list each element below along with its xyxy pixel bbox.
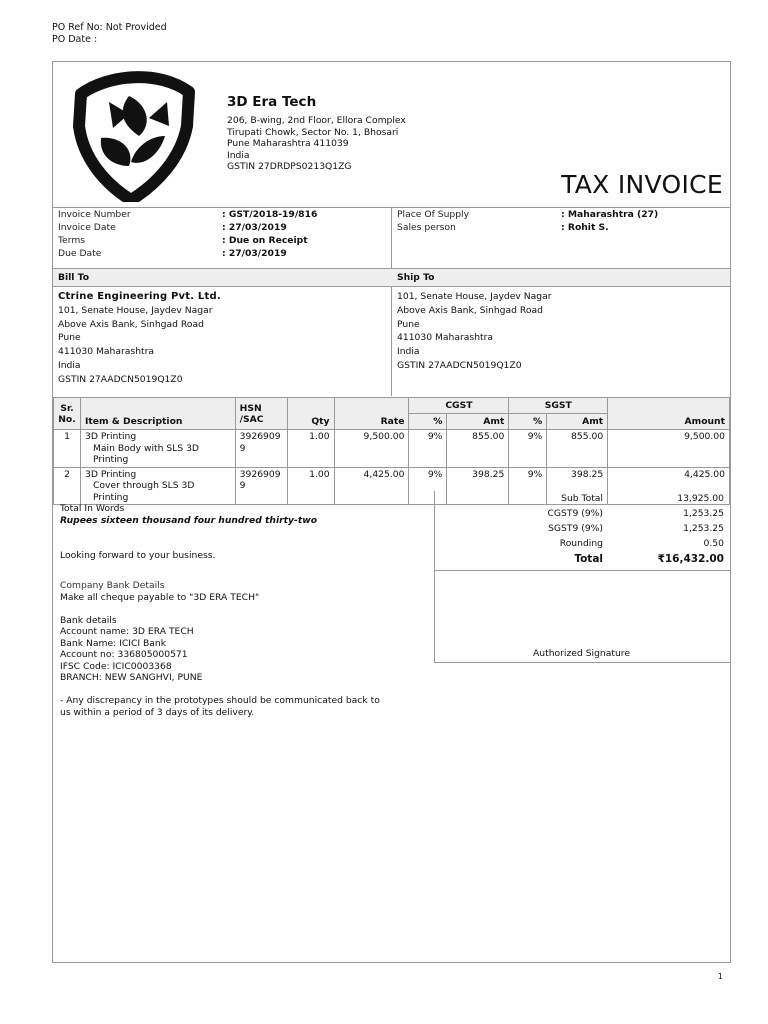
cell-qty: 1.00: [287, 467, 334, 505]
total-label: Total: [574, 553, 603, 565]
company-name: 3D Era Tech: [227, 94, 317, 110]
bank-line: Bank details: [60, 614, 117, 626]
cell-cgst-pct: 9%: [409, 467, 447, 505]
bank-details: [60, 580, 380, 718]
bank-spacer: [60, 603, 380, 615]
cell-sgst-pct: 9%: [509, 467, 547, 505]
bill-to-line: 411030 Maharashtra: [58, 346, 155, 358]
cell-sr: 1: [54, 430, 81, 468]
cell-rate: 4,425.00: [334, 467, 409, 505]
cell-hsn: 3926909 9: [235, 467, 287, 505]
col-amount: Amount: [608, 398, 730, 430]
bill-to-heading: Bill To: [58, 272, 90, 283]
divider: [391, 207, 392, 396]
col-cgst: CGST: [409, 398, 509, 414]
page-number: 1: [717, 972, 723, 981]
cell-amount: 4,425.00: [608, 467, 730, 505]
bank-details-heading: Company Bank Details: [60, 580, 165, 591]
place-of-supply: : Maharashtra (27): [561, 209, 659, 220]
ship-to-line: 101, Senate House, Jaydev Nagar: [397, 291, 552, 302]
col-hsn: HSN /SAC: [235, 398, 287, 430]
company-address-line: Pune Maharashtra 411039: [227, 138, 349, 149]
cell-sgst-amt: 855.00: [547, 430, 608, 468]
rounding-value: 0.50: [703, 538, 724, 549]
company-address-line: India: [227, 149, 250, 161]
cell-cgst-amt: 398.25: [447, 467, 509, 505]
total-value: ₹16,432.00: [657, 553, 724, 565]
rounding-label: Rounding: [559, 538, 603, 549]
sgst-value: 1,253.25: [683, 523, 724, 534]
divider: [434, 662, 730, 663]
invoice-sheet: [52, 61, 731, 963]
col-item: Item & Description: [80, 398, 235, 430]
closing-note: Looking forward to your business.: [60, 550, 216, 561]
cell-sr: 2: [54, 467, 81, 505]
divider: [53, 286, 730, 287]
invoice-date-label: Invoice Date: [58, 222, 116, 233]
cell-item: 3D Printing Cover through SLS 3D Printing: [80, 467, 235, 505]
items-table: [53, 397, 730, 505]
po-ref-no: PO Ref No: Not Provided: [52, 22, 167, 33]
document-title: TAX INVOICE: [561, 170, 723, 199]
sales-person: : Rohit S.: [561, 222, 609, 233]
col-cgst-pct: %: [409, 414, 447, 430]
cell-cgst-pct: 9%: [409, 430, 447, 468]
bank-line: BRANCH: NEW SANGHVI, PUNE: [60, 672, 203, 683]
col-qty: Qty: [287, 398, 334, 430]
bank-line: Account name: 3D ERA TECH: [60, 626, 194, 637]
cell-rate: 9,500.00: [334, 430, 409, 468]
cgst-row: [435, 506, 730, 521]
address-header-band: [53, 269, 730, 286]
invoice-date: : 27/03/2019: [222, 222, 287, 233]
company-address-line: 206, B-wing, 2nd Floor, Ellora Complex: [227, 115, 406, 126]
terms-label: Terms: [58, 235, 86, 246]
bank-line: Make all cheque payable to "3D ERA TECH": [60, 591, 260, 603]
bill-to-address: [58, 290, 221, 387]
company-address: [227, 115, 406, 173]
subtotal-value: 13,925.00: [677, 493, 724, 504]
total-in-words-label: Total In Words: [60, 503, 125, 514]
bank-line: Bank Name: ICICI Bank: [60, 637, 167, 649]
subtotal-row: [435, 491, 730, 506]
col-sgst: SGST: [509, 398, 608, 414]
invoice-number-label: Invoice Number: [58, 209, 131, 220]
due-date-label: Due Date: [58, 248, 102, 259]
company-address-line: Tirupati Chowk, Sector No. 1, Bhosari: [227, 126, 399, 138]
col-sgst-pct: %: [509, 414, 547, 430]
discrepancy-note: us within a period of 3 days of its delivery.: [60, 706, 255, 718]
cell-cgst-amt: 855.00: [447, 430, 509, 468]
company-logo-icon: [69, 66, 199, 202]
authorized-signature: Authorized Signature: [533, 648, 631, 659]
bill-to-line: India: [58, 359, 81, 371]
sales-person-label: Sales person: [397, 222, 456, 233]
bill-to-name: Ctrine Engineering Pvt. Ltd.: [58, 291, 221, 302]
place-of-supply-label: Place Of Supply: [397, 209, 470, 220]
divider: [434, 570, 730, 571]
cell-qty: 1.00: [287, 430, 334, 468]
rounding-row: [435, 536, 730, 551]
ship-to-line: Pune: [397, 318, 420, 330]
bank-spacer: [60, 684, 380, 696]
cell-sgst-amt: 398.25: [547, 467, 608, 505]
col-rate: Rate: [334, 398, 409, 430]
cell-item: 3D Printing Main Body with SLS 3D Printing: [80, 430, 235, 468]
cell-sgst-pct: 9%: [509, 430, 547, 468]
cgst-label: CGST9 (9%): [547, 508, 603, 519]
bill-to-gstin: GSTIN 27AADCN5019Q1Z0: [58, 373, 183, 385]
bank-line: IFSC Code: ICIC0003368: [60, 660, 172, 672]
ship-to-line: India: [397, 346, 420, 358]
col-sgst-amt: Amt: [547, 414, 608, 430]
cell-hsn: 3926909 9: [235, 430, 287, 468]
ship-to-line: 411030 Maharashtra: [397, 332, 494, 344]
totals-block: [435, 491, 730, 566]
col-sr: Sr. No.: [54, 398, 81, 430]
discrepancy-note: - Any discrepancy in the prototypes should be communicated back to: [60, 695, 380, 706]
col-cgst-amt: Amt: [447, 414, 509, 430]
total-row: [435, 551, 730, 566]
table-row: [54, 430, 730, 468]
bill-to-line: Pune: [58, 332, 81, 344]
ship-to-line: Above Axis Bank, Sinhgad Road: [397, 304, 543, 316]
bill-to-line: Above Axis Bank, Sinhgad Road: [58, 318, 204, 330]
ship-to-address: [397, 290, 551, 373]
company-gstin: GSTIN 27DRDPS0213Q1ZG: [227, 161, 352, 172]
sgst-label: SGST9 (9%): [548, 523, 603, 534]
terms: : Due on Receipt: [222, 235, 308, 246]
bill-to-line: 101, Senate House, Jaydev Nagar: [58, 304, 213, 316]
ship-to-heading: Ship To: [397, 272, 435, 283]
cgst-value: 1,253.25: [683, 508, 724, 519]
po-date: PO Date :: [52, 34, 98, 45]
cell-amount: 9,500.00: [608, 430, 730, 468]
due-date: : 27/03/2019: [222, 248, 287, 259]
total-in-words: Rupees sixteen thousand four hundred thirty-two: [60, 515, 318, 526]
subtotal-label: Sub Total: [561, 493, 603, 504]
invoice-number: : GST/2018-19/816: [222, 209, 318, 220]
ship-to-gstin: GSTIN 27AADCN5019Q1Z0: [397, 359, 522, 371]
sgst-row: [435, 521, 730, 536]
bank-line: Account no: 336805000571: [60, 649, 188, 660]
